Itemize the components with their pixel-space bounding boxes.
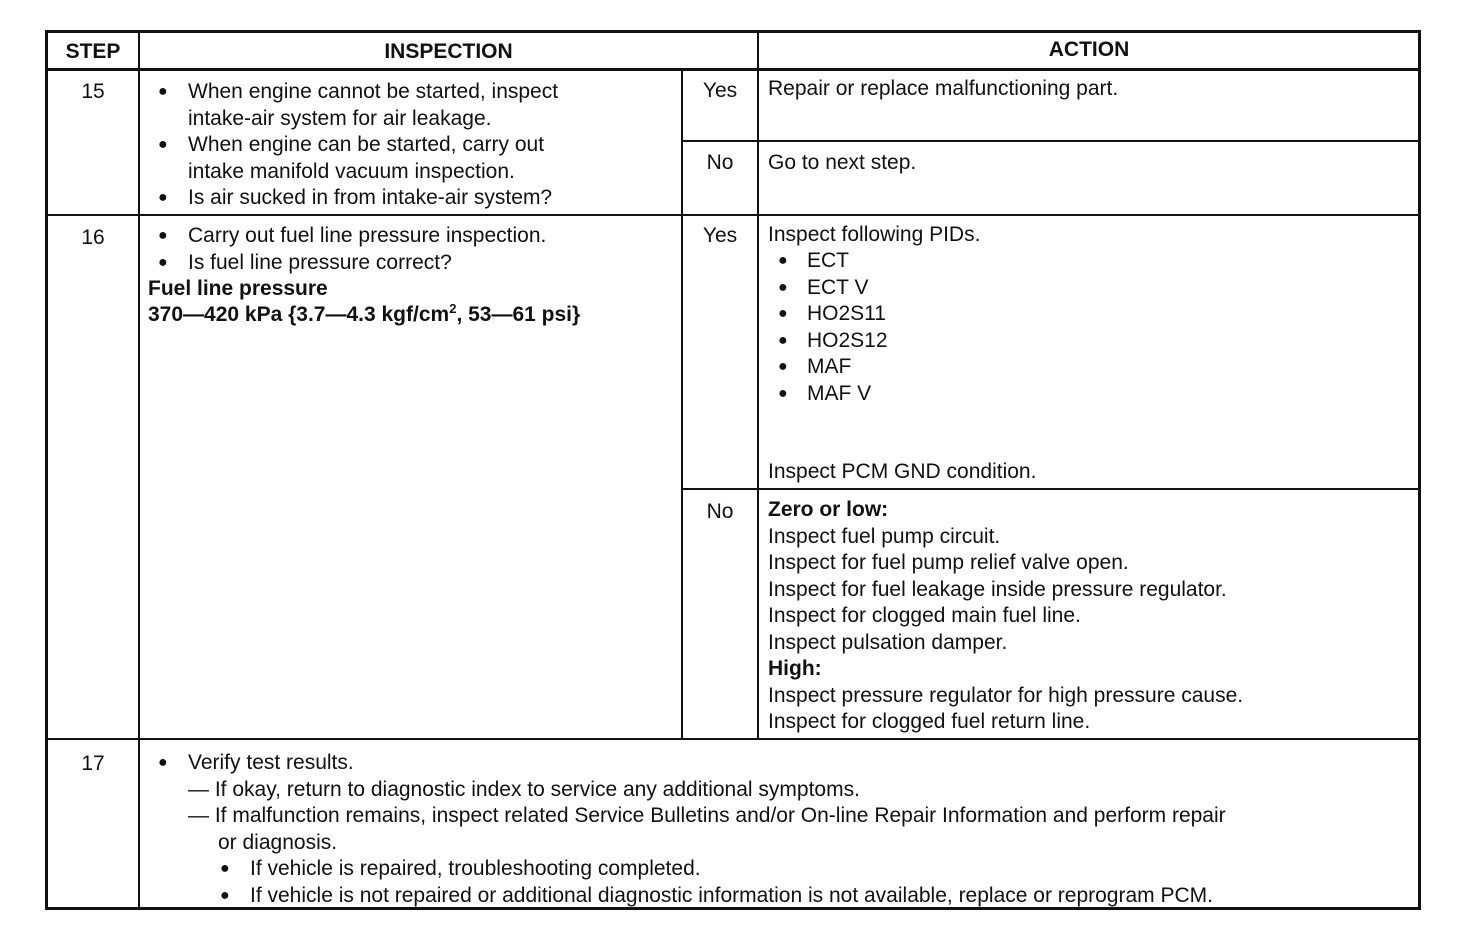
high-title: High: [768, 657, 822, 680]
step-number: 17 [81, 752, 105, 775]
list-item: ● ECT V [778, 275, 888, 302]
row-16-yes-no-divider [681, 488, 1421, 490]
spec-value: 370—420 kPa {3.7—4.3 kgf/$cm^2$, 53—61 psi} [148, 301, 581, 326]
bullet-icon: ● [158, 227, 168, 244]
bullet-icon: ● [778, 358, 788, 375]
inspection-action-divider [757, 30, 759, 740]
header-step: STEP [65, 40, 121, 63]
list-item: ● MAF V [778, 381, 888, 408]
no-label: No [706, 151, 734, 174]
bullet-icon: ● [778, 331, 788, 349]
list-item-continuation: intake manifold vacuum inspection. [188, 159, 515, 183]
list-item: ● HO2S12 [778, 328, 888, 355]
yes-intro: Inspect following PIDs. [768, 223, 981, 246]
list-item: Inspect for fuel pump relief valve open. [768, 551, 1129, 574]
list-item: ● Is fuel line pressure correct? [158, 250, 546, 277]
list-item: Inspect fuel pump circuit. [768, 524, 1001, 548]
bullet-icon: ● [220, 860, 230, 877]
list-item: ● MAF [778, 354, 888, 381]
step-column-divider [138, 30, 140, 910]
row-16-divider [45, 738, 1421, 740]
verify-block [158, 750, 1226, 909]
list-item: Inspect for clogged fuel return line. [768, 710, 1091, 733]
yes-label: Yes [702, 224, 738, 247]
bullet-icon: ● [158, 83, 168, 100]
header-inspection: INSPECTION [384, 40, 513, 63]
yes-label: Yes [702, 79, 738, 102]
bullet-icon: ● [158, 189, 168, 206]
list-item: ● If vehicle is repaired, troubleshooting completed. [158, 856, 1226, 883]
list-item: Inspect pressure regulator for high pressure cause. [768, 683, 1244, 707]
pid-list [778, 248, 888, 407]
list-item: ● When engine can be started, carry out [158, 132, 558, 159]
step-number: 16 [81, 226, 105, 249]
step-number: 15 [81, 80, 105, 103]
bullet-icon: ● [158, 253, 168, 271]
bullet-icon: ● [778, 252, 788, 269]
list-item: Inspect for fuel leakage inside pressure regulator. [768, 577, 1227, 601]
no-label: No [706, 500, 734, 523]
yes-footer: Inspect PCM GND condition. [768, 460, 1037, 483]
bullet-icon: ● [158, 754, 168, 771]
list-item-continuation: intake-air system for air leakage. [188, 106, 492, 130]
list-item-continuation: or diagnosis. [218, 830, 338, 854]
list-item: ● If vehicle is not repaired or additional diagnostic information is not available, replace or reprogram PCM. [158, 883, 1226, 910]
list-item: Inspect for clogged main fuel line. [768, 604, 1081, 627]
no-action: Go to next step. [768, 151, 917, 174]
list-item: ● Carry out fuel line pressure inspection. [158, 223, 546, 250]
header-action: ACTION [1048, 38, 1130, 61]
list-item: ● HO2S11 [778, 301, 888, 328]
inspection-block [158, 79, 558, 212]
list-item: ● Is air sucked in from intake-air system? [158, 185, 558, 212]
list-item: Inspect pulsation damper. [768, 630, 1008, 654]
spec-title: Fuel line pressure [148, 277, 328, 300]
bullet-icon: ● [158, 136, 168, 153]
bullet-icon: ● [778, 305, 788, 322]
inspection-block [158, 223, 546, 276]
bullet-icon: ● [778, 384, 788, 402]
list-item: ● When engine cannot be started, inspect [158, 79, 558, 106]
yes-action: Repair or replace malfunctioning part. [768, 77, 1119, 100]
list-item: ● ECT [778, 248, 888, 275]
list-item: ● Verify test results. [158, 750, 1226, 777]
list-item: — If okay, return to diagnostic index to service any additional symptoms. [188, 777, 860, 801]
bullet-icon: ● [778, 278, 788, 296]
header-divider [45, 68, 1421, 71]
list-item: — If malfunction remains, inspect related Service Bulletins and/or On-line Repair Information and perform repair [188, 804, 1226, 827]
row-15-divider [45, 214, 1421, 216]
bullet-icon: ● [220, 886, 230, 904]
no-action-block [768, 497, 1243, 736]
zero-low-title: Zero or low: [768, 498, 889, 521]
row-15-yes-no-divider [681, 140, 1421, 142]
